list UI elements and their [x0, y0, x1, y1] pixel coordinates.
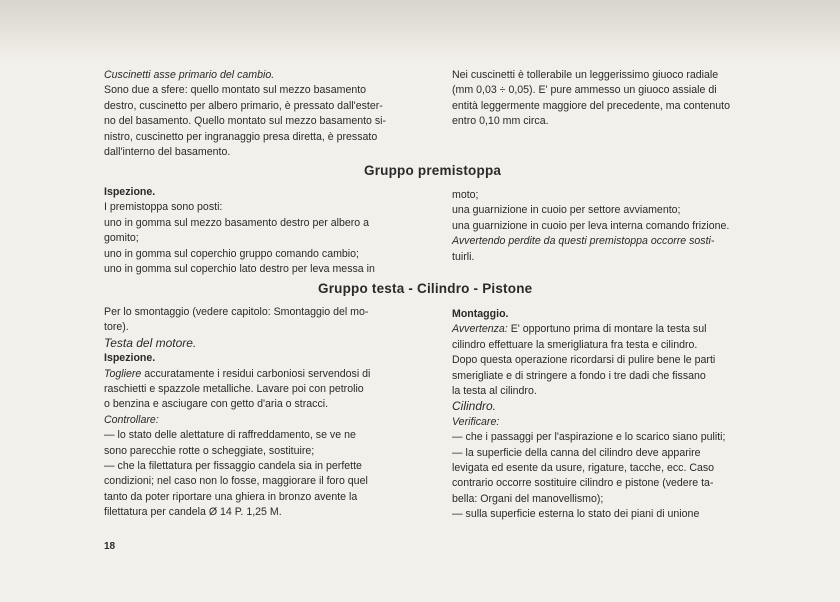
sec1-left-column	[104, 68, 414, 160]
sec1-right-line: Nei cuscinetti è tollerabile un leggerissimo giuoco radiale	[452, 69, 719, 81]
page-number: 18	[104, 541, 116, 552]
sec3-right-line: Dopo questa operazione ricordarsi di pulire bene le parti	[452, 354, 716, 367]
sec1-left-line: nistro, cuscinetto per ingranaggio presa diretta, è pressato	[104, 130, 378, 143]
sec3-right-line: smerigliate e di stringere a fondo i tre dadi che fissano	[452, 369, 706, 382]
sec2-left-column	[104, 185, 414, 277]
sec2-right-line: una guarnizione in cuoio per leva interna comando frizione.	[452, 219, 730, 232]
sec3-ispezione-label: Ispezione.	[104, 352, 156, 365]
sec1-left-line: no del basamento. Quello montato sul mezzo basamento si-	[104, 115, 387, 128]
sec3-left-line: o benzina e asciugare con getto d'aria o stracci.	[104, 398, 329, 411]
sec2-left-line: I premistoppa sono posti:	[104, 201, 223, 214]
sec2-right-column	[452, 188, 770, 265]
sec2-right-line: moto;	[452, 189, 479, 201]
sec1-right-line: entità leggermente maggiore del precedente, ma contenuto	[452, 99, 730, 112]
sec1-title-text: Cuscinetti asse primario del cambio.	[104, 69, 275, 81]
sec3-left-line: tore).	[104, 321, 129, 334]
sec3-right-line: levigata ed esente da usure, rigature, tacche, ecc. Caso	[452, 462, 715, 475]
sec3-left-line: — lo stato delle alettature di raffreddamento, se ve ne	[104, 429, 356, 442]
sec2-right-line: Avvertendo perdite da questi premistoppa occorre sosti-	[452, 235, 715, 248]
avvertenza-word: Avvertenza:	[452, 323, 508, 336]
sec1-right-column	[452, 68, 770, 130]
sec2-left-line: uno in gomma sul mezzo basamento destro per albero a	[104, 216, 369, 229]
sec3-left-line: tanto da poter riportare una ghiera in bronzo avente la	[104, 490, 358, 503]
sec3-right-line: la testa al cilindro.	[452, 385, 537, 398]
sec3-right-line	[452, 322, 772, 337]
sec1-left-line: destro, cuscinetto per albero primario, è pressato dall'ester-	[104, 99, 383, 112]
sec2-right-line: una guarnizione in cuoio per settore avviamento;	[452, 204, 681, 217]
sec1-right-line: entro 0,10 mm circa.	[452, 115, 549, 128]
sec3-right-line: bella: Organi del manovellismo);	[452, 492, 604, 505]
sec3-left-line	[104, 367, 416, 382]
sec2-heading: Gruppo premistoppa	[364, 163, 502, 178]
verificare-label: Verificare:	[452, 415, 500, 428]
sec3-right-line: — che i passaggi per l'aspirazione e lo scarico siano puliti;	[452, 431, 726, 444]
togliere-word: Togliere	[104, 367, 142, 380]
sec1-right-line: (mm 0,03 ÷ 0,05). E' pure ammesso un giuoco assiale di	[452, 84, 717, 97]
scan-shadow	[0, 0, 840, 62]
sec3-left-line: — che la filettatura per fissaggio candela sia in perfette	[104, 460, 362, 473]
sec3-right-line: — la superficie della canna del cilindro deve apparire	[452, 446, 701, 459]
sec2-left-line: gomito;	[104, 232, 139, 245]
sec3-left-line: Per lo smontaggio (vedere capitolo: Smontaggio del mo-	[104, 306, 369, 318]
sec3-right-line: — sulla superficie esterna lo stato dei piani di unione	[452, 508, 700, 521]
controllare-label: Controllare:	[104, 413, 159, 426]
sec1-title	[104, 68, 414, 83]
sec1-left-line: Sono due a sfere: quello montato sul mezzo basamento	[104, 84, 367, 97]
sec1-left-line: dall'interno del basamento.	[104, 146, 231, 159]
sec2-right-line: tuirli.	[452, 250, 475, 263]
sec3-left-column	[104, 305, 416, 521]
sec3-testa-subheading: Testa del motore.	[104, 335, 197, 350]
sec3-right-line: contrario occorre sostituire cilindro e pistone (vedere ta-	[452, 477, 714, 490]
avvertenza-rest: E' opportuno prima di montare la testa sul	[507, 323, 707, 336]
cilindro-subheading: Cilindro.	[452, 399, 497, 414]
sec3-left-line: raschietti e spazzole metalliche. Lavare poi con petrolio	[104, 383, 364, 396]
montaggio-label: Montaggio.	[452, 308, 509, 320]
sec2-left-line: uno in gomma sul coperchio lato destro per leva messa in	[104, 263, 375, 276]
sec3-right-column	[452, 307, 772, 523]
sec3-left-line: filettatura per candela Ø 14 P. 1,25 M.	[104, 506, 282, 519]
sec3-left-line: sono parecchie rotte o scheggiate, sostituire;	[104, 444, 315, 457]
sec2-left-line: uno in gomma sul coperchio gruppo comando cambio;	[104, 247, 359, 260]
sec3-right-line: cilindro effettuare la smerigliatura fra testa e cilindro.	[452, 338, 698, 351]
sec3-left-line: condizioni; nel caso non lo fosse, maggiorare il foro quel	[104, 475, 368, 488]
sec2-ispezione-label: Ispezione.	[104, 186, 156, 198]
togliere-rest: accuratamente i residui carboniosi servendosi di	[141, 367, 371, 380]
sec3-heading: Gruppo testa - Cilindro - Pistone	[318, 281, 533, 296]
